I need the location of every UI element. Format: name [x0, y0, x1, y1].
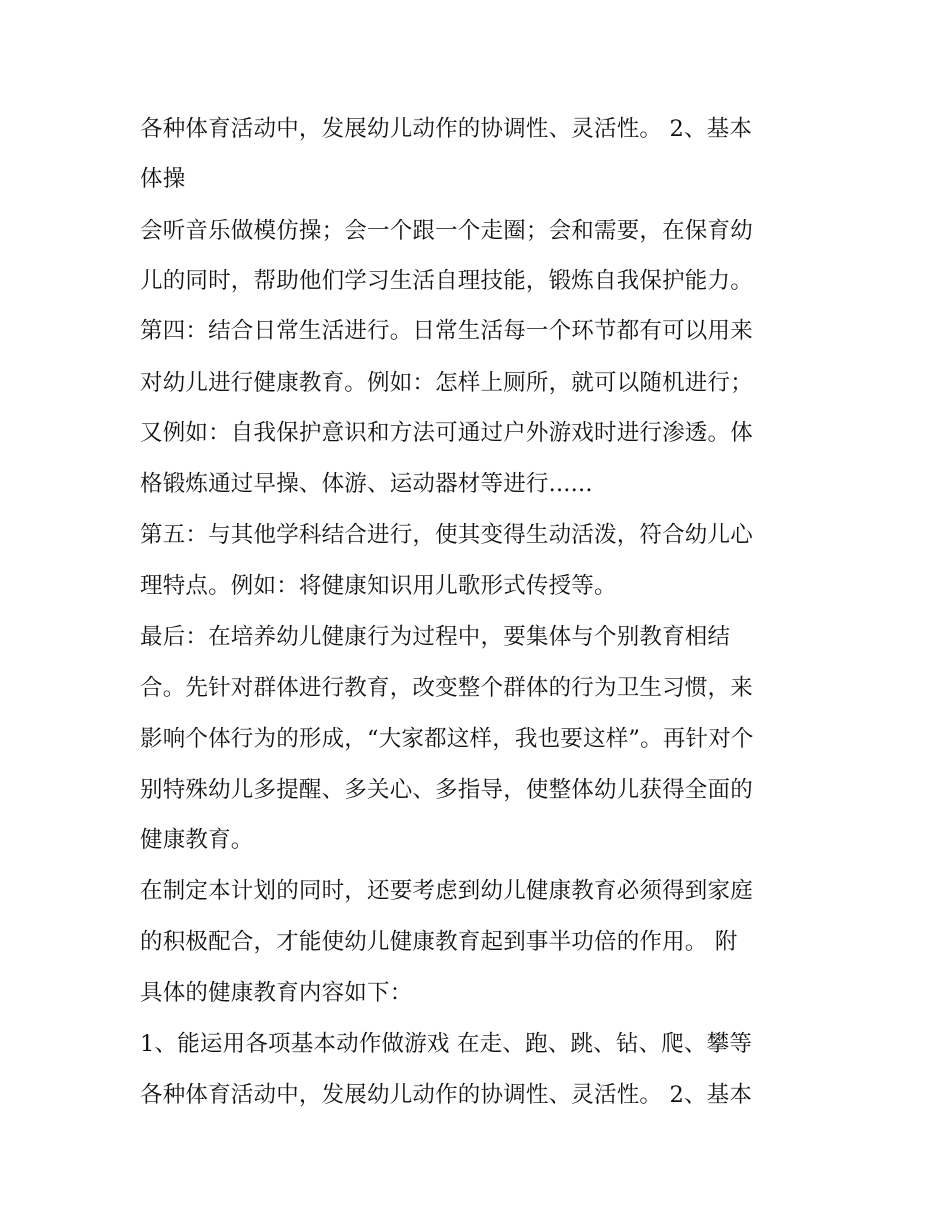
text-line-6: 对幼儿进行健康教育。例如：怎样上厕所，就可以随机进行；	[140, 370, 753, 396]
text-line-10: 理特点。例如：将健康知识用儿歌形式传授等。	[140, 573, 617, 599]
text-line-12: 合。先针对群体进行教育，改变整个群体的行为卫生习惯，来	[140, 675, 753, 701]
text-line-11: 最后：在培养幼儿健康行为过程中，要集体与个别教育相结	[140, 624, 731, 650]
text-line-8: 格锻炼通过早操、体游、运动器材等进行......	[140, 471, 593, 497]
text-line-19: 1、能运用各项基本动作做游戏 在走、跑、跳、钻、爬、攀等	[140, 1031, 753, 1057]
text-line-7: 又例如：自我保护意识和方法可通过户外游戏时进行渗透。体	[140, 420, 753, 446]
text-line-2: 体操	[140, 166, 186, 192]
text-line-13: 影响个体行为的形成，“大家都这样，我也要这样”。再针对个	[140, 726, 754, 752]
text-line-9: 第五：与其他学科结合进行，使其变得生动活泼，符合幼儿心	[140, 522, 753, 548]
text-line-5: 第四：结合日常生活进行。日常生活每一个环节都有可以用来	[140, 318, 753, 344]
text-line-15: 健康教育。	[140, 827, 254, 853]
text-line-14: 别特殊幼儿多提醒、多关心、多指导，使整体幼儿获得全面的	[140, 777, 753, 803]
text-line-4: 儿的同时，帮助他们学习生活自理技能，锻炼自我保护能力。	[140, 268, 753, 294]
text-line-3: 会听音乐做模仿操；会一个跟一个走圈；会和需要，在保育幼	[140, 218, 753, 244]
text-line-17: 的积极配合，才能使幼儿健康教育起到事半功倍的作用。 附	[140, 929, 738, 955]
text-line-20: 各种体育活动中，发展幼儿动作的协调性、灵活性。 2、基本	[140, 1082, 753, 1108]
text-line-18: 具体的健康教育内容如下：	[140, 980, 413, 1006]
text-line-16: 在制定本计划的同时，还要考虑到幼儿健康教育必须得到家庭	[140, 878, 753, 904]
text-line-1: 各种体育活动中，发展幼儿动作的协调性、灵活性。 2、基本	[140, 116, 753, 142]
